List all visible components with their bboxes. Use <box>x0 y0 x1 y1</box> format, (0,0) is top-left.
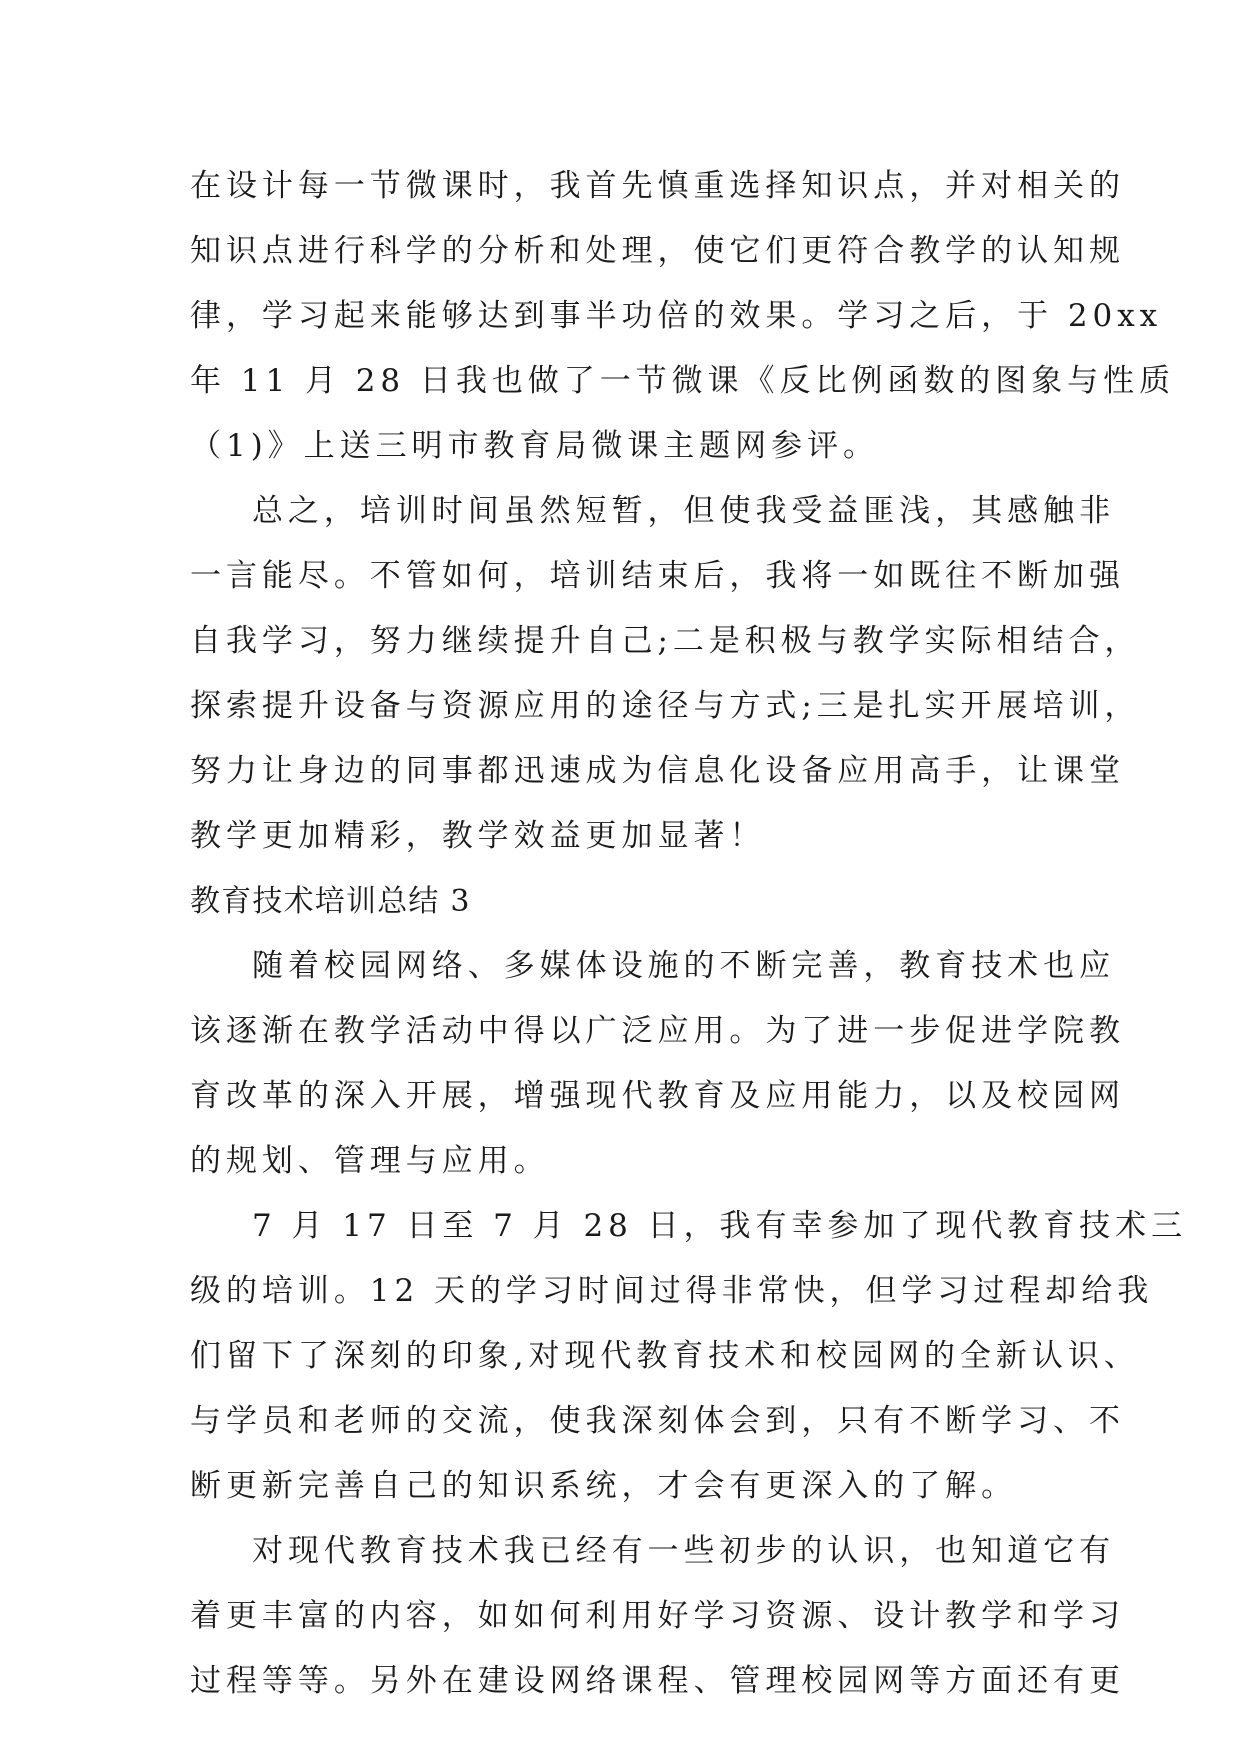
text-line: 过程等等。另外在建设网络课程、管理校园网等方面还有更 <box>190 1663 1125 1699</box>
text-line: （1)》上送三明市教育局微课主题网参评。 <box>190 428 880 464</box>
text-line: 在设计每一节微课时，我首先慎重选择知识点，并对相关的 <box>190 168 1125 204</box>
text-line: 该逐渐在教学活动中得以广泛应用。为了进一步促进学院教 <box>190 1013 1125 1049</box>
text-line: 年 11 月 28 日我也做了一节微课《反比例函数的图象与性质 <box>190 363 1176 399</box>
paragraph-first-line: 7 月 17 日至 7 月 28 日，我有幸参加了现代教育技术三 <box>252 1208 1188 1244</box>
text-line: 级的培训。12 天的学习时间过得非常快，但学习过程却给我 <box>190 1273 1154 1309</box>
text-line: 律，学习起来能够达到事半功倍的效果。学习之后，于 20xx <box>190 298 1163 334</box>
text-line: 育改革的深入开展，增强现代教育及应用能力，以及校园网 <box>190 1078 1125 1114</box>
text-line: 的规划、管理与应用。 <box>190 1143 550 1179</box>
paragraph-first-line: 对现代教育技术我已经有一些初步的认识，也知道它有 <box>252 1533 1116 1569</box>
text-line: 努力让身边的同事都迅速成为信息化设备应用高手，让课堂 <box>190 753 1125 789</box>
text-line: 们留下了深刻的印象,对现代教育技术和校园网的全新认识、 <box>190 1338 1140 1374</box>
text-line: 教学更加精彩，教学效益更加显著！ <box>190 818 766 854</box>
text-line: 自我学习，努力继续提升自己;二是积极与教学实际相结合， <box>190 623 1141 659</box>
section-heading: 教育技术培训总结 3 <box>190 884 471 919</box>
text-line: 一言能尽。不管如何，培训结束后，我将一如既往不断加强 <box>190 558 1125 594</box>
text-line: 着更丰富的内容，如如何利用好学习资源、设计教学和学习 <box>190 1598 1125 1634</box>
text-line: 断更新完善自己的知识系统，才会有更深入的了解。 <box>190 1468 1018 1504</box>
text-line: 探索提升设备与资源应用的途径与方式;三是扎实开展培训， <box>190 688 1141 724</box>
paragraph-first-line: 总之，培训时间虽然短暂，但使我受益匪浅，其感触非 <box>252 493 1116 529</box>
text-line: 知识点进行科学的分析和处理，使它们更符合教学的认知规 <box>190 233 1125 269</box>
document-page <box>190 154 1188 1714</box>
text-line: 与学员和老师的交流，使我深刻体会到，只有不断学习、不 <box>190 1403 1125 1439</box>
paragraph-first-line: 随着校园网络、多媒体设施的不断完善，教育技术也应 <box>252 948 1116 984</box>
